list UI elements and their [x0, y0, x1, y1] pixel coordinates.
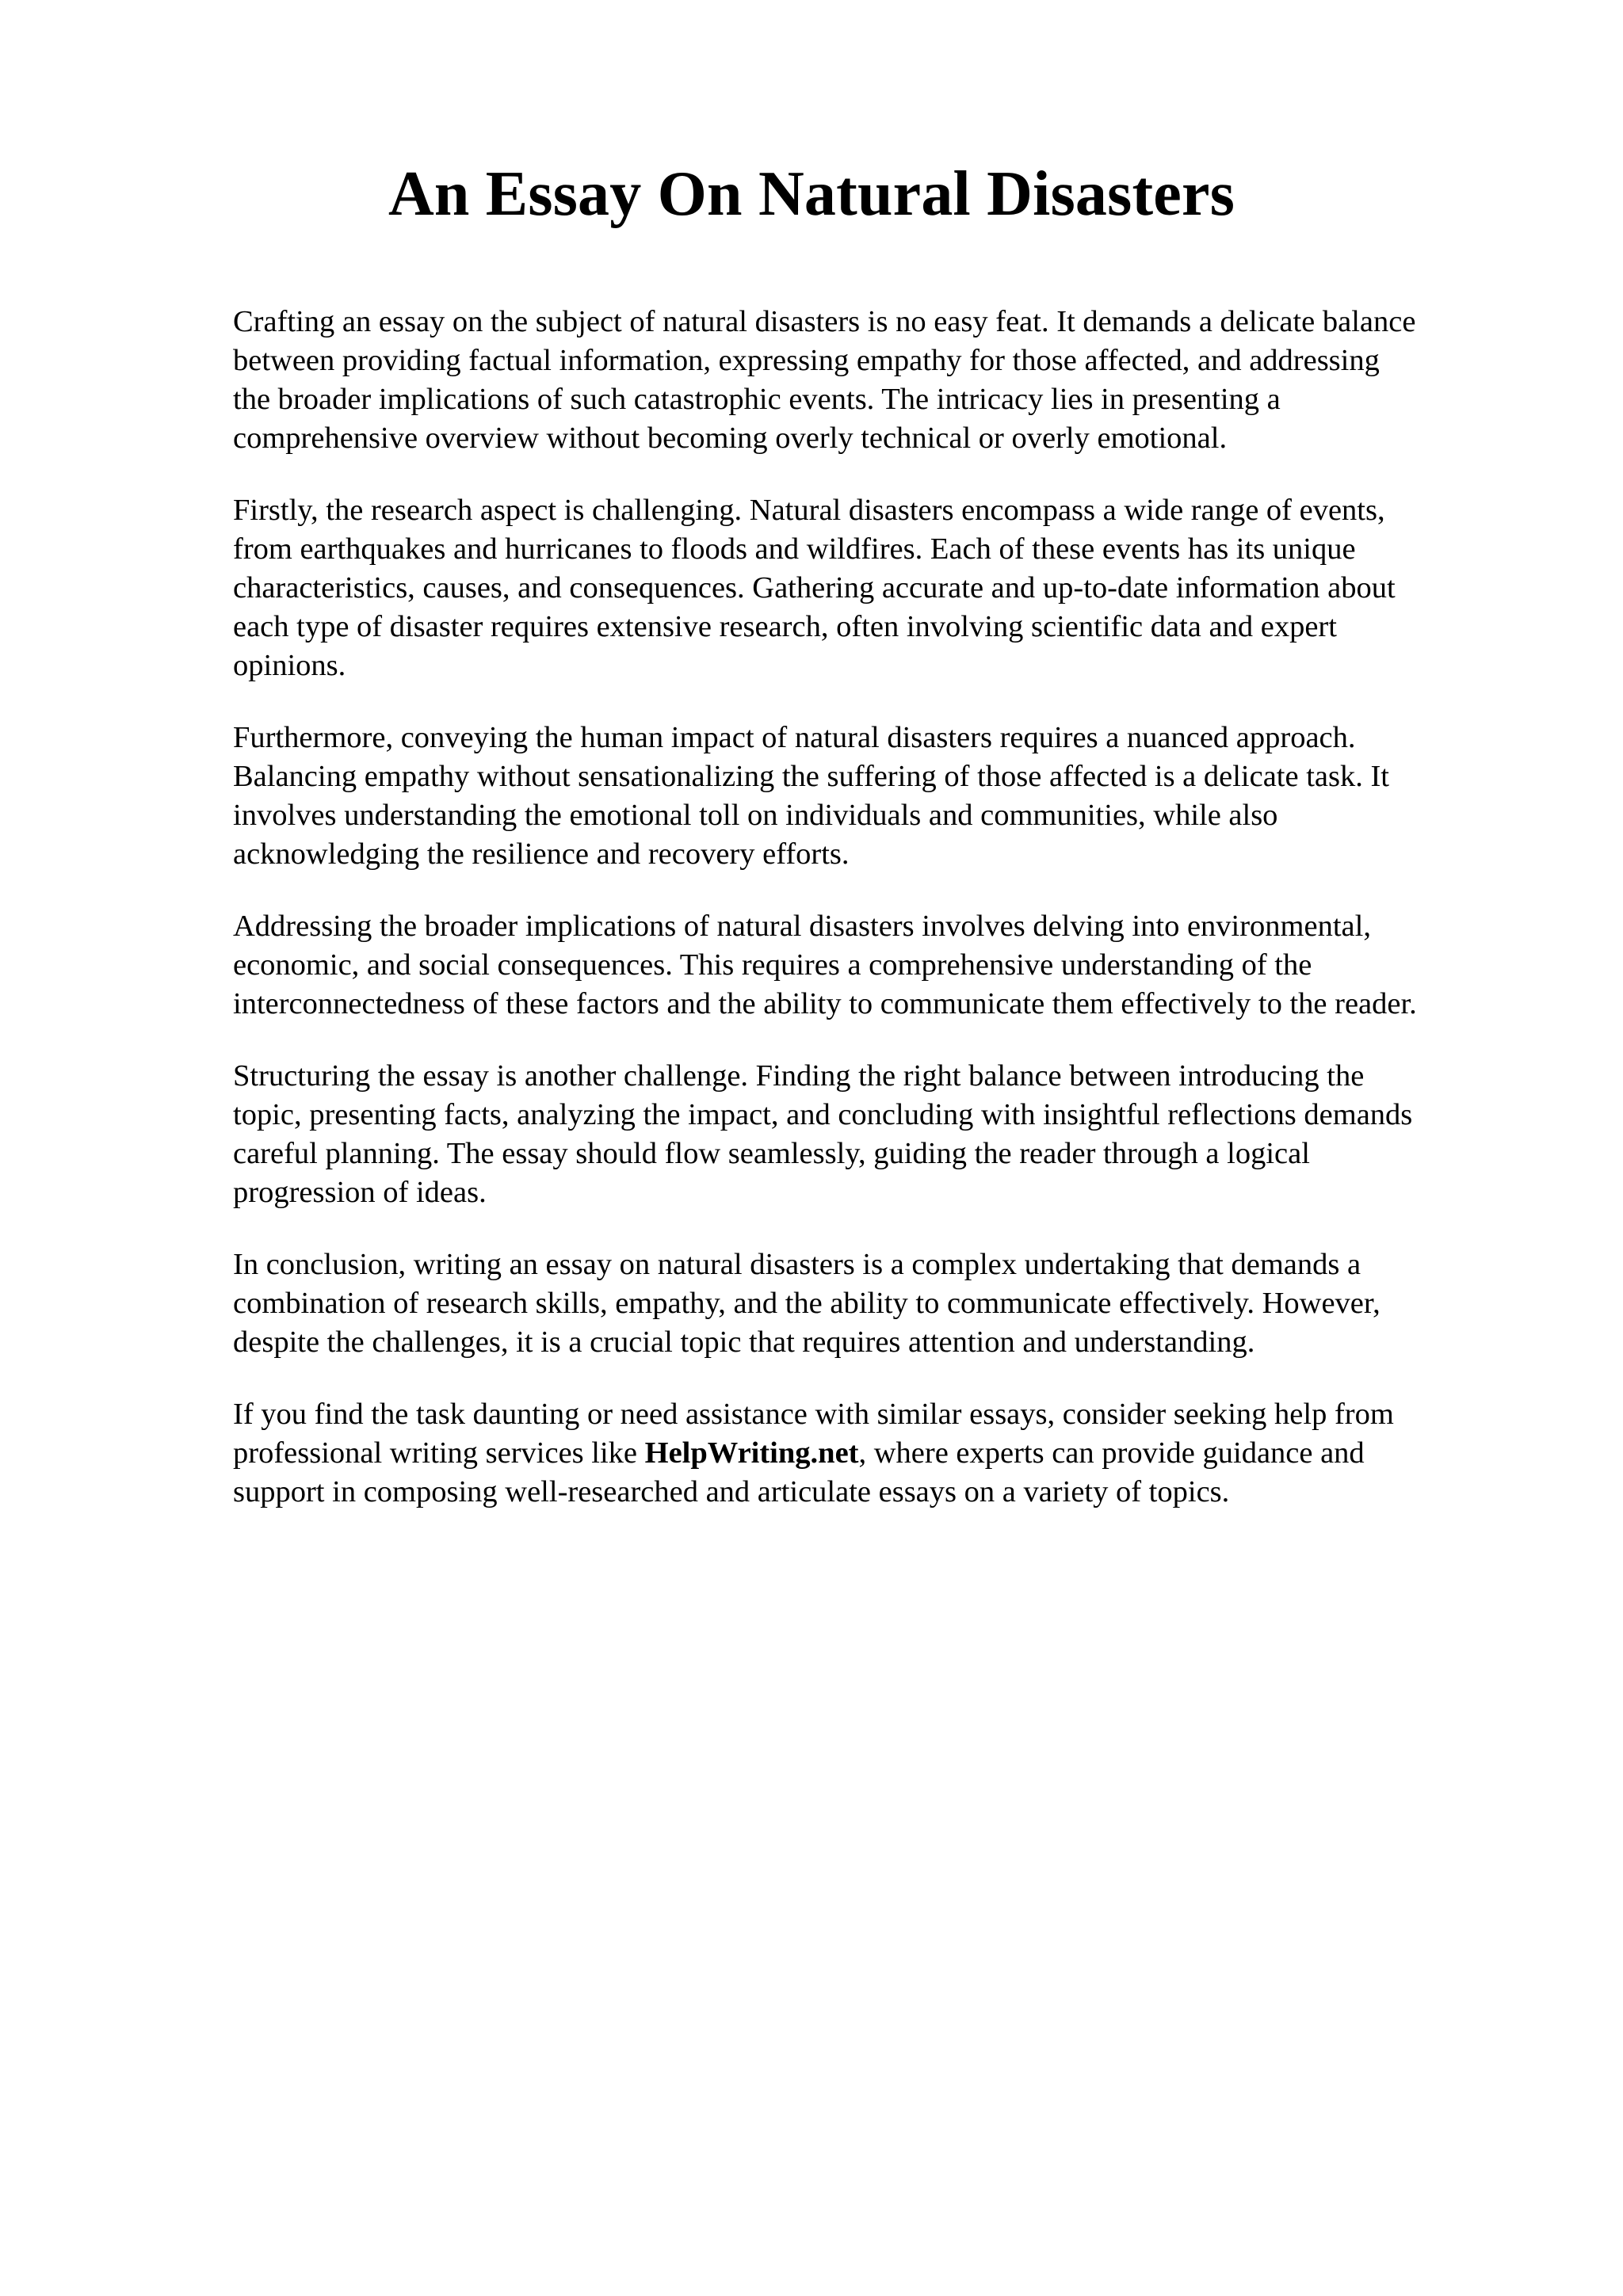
text-line: combination of research skills, empathy, and the ability to communicate effectively. However, [233, 1287, 1381, 1320]
text-line: Addressing the broader implications of natural disasters involves delving into environmental, [233, 910, 1371, 943]
paragraph-structure [233, 1057, 1533, 1212]
text-line: topic, presenting facts, analyzing the impact, and concluding with insightful reflections demands [233, 1098, 1413, 1131]
text-line: If you find the task daunting or need assistance with similar essays, consider seeking help from [233, 1398, 1394, 1431]
essay-body [233, 303, 1533, 1545]
text-fragment: professional writing services like [233, 1436, 645, 1470]
paragraph-closing [233, 1395, 1533, 1512]
brand-name: HelpWriting.net [644, 1436, 859, 1470]
text-line: between providing factual information, expressing empathy for those affected, and addressing [233, 344, 1380, 377]
text-line: Furthermore, conveying the human impact of natural disasters requires a nuanced approach. [233, 721, 1356, 754]
text-line: interconnectedness of these factors and the ability to communicate them effectively to the reader. [233, 987, 1417, 1020]
text-line: careful planning. The essay should flow seamlessly, guiding the reader through a logical [233, 1137, 1310, 1170]
paragraph-research [233, 491, 1533, 685]
paragraph-implications [233, 907, 1533, 1024]
text-line: each type of disaster requires extensive research, often involving scientific data and expert [233, 610, 1337, 643]
text-line: the broader implications of such catastrophic events. The intricacy lies in presenting a [233, 383, 1281, 416]
paragraph-intro [233, 303, 1533, 458]
text-line: progression of ideas. [233, 1176, 487, 1209]
text-line: acknowledging the resilience and recovery efforts. [233, 837, 850, 871]
paragraph-conclusion [233, 1245, 1533, 1362]
text-line: characteristics, causes, and consequences. Gathering accurate and up-to-date information about [233, 571, 1396, 605]
text-line: Structuring the essay is another challenge. Finding the right balance between introducing the [233, 1059, 1365, 1093]
paragraph-human-impact [233, 719, 1533, 874]
text-line: from earthquakes and hurricanes to floods and wildfires. Each of these events has its unique [233, 532, 1356, 566]
text-line: economic, and social consequences. This requires a comprehensive understanding of the [233, 948, 1312, 982]
text-fragment: , where experts can provide guidance and [858, 1436, 1365, 1470]
text-line: Balancing empathy without sensationalizing the suffering of those affected is a delicate task. It [233, 760, 1389, 793]
text-line: opinions. [233, 649, 346, 682]
text-line: comprehensive overview without becoming overly technical or overly emotional. [233, 421, 1228, 455]
text-line: Crafting an essay on the subject of natural disasters is no easy feat. It demands a delicate balance [233, 305, 1416, 338]
text-line: despite the challenges, it is a crucial topic that requires attention and understanding. [233, 1325, 1255, 1359]
text-line [233, 1434, 1533, 1473]
text-line: support in composing well-researched and articulate essays on a variety of topics. [233, 1475, 1230, 1508]
text-line: involves understanding the emotional toll on individuals and communities, while also [233, 799, 1278, 832]
text-line: In conclusion, writing an essay on natural disasters is a complex undertaking that demands a [233, 1248, 1361, 1281]
page-title: An Essay On Natural Disasters [388, 159, 1235, 229]
text-line: Firstly, the research aspect is challenging. Natural disasters encompass a wide range of events, [233, 494, 1385, 527]
